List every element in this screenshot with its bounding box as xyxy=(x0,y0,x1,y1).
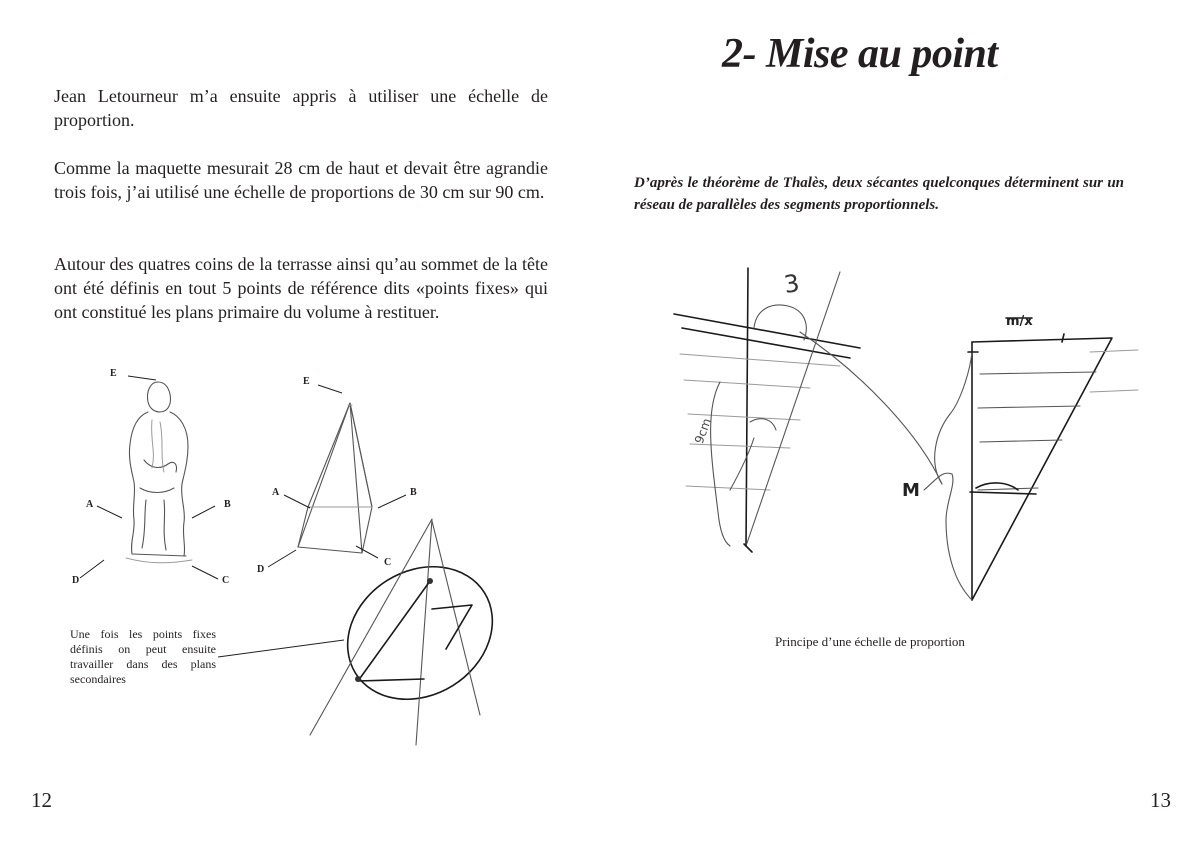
paragraph-fixed-points: Autour des quatres coins de la terrasse ainsi qu’au sommet de la tête ont été définis en tout 5 points de référence dits «points fixes» qui ont constitué les plans primaire du volume à restituer. xyxy=(54,254,548,322)
statue-label-a: A xyxy=(86,499,94,510)
pyramid-label-b: B xyxy=(410,487,417,498)
proportion-scale-sketch xyxy=(660,262,1140,622)
sketch-annotation-9cm: 9cm xyxy=(691,416,714,446)
statue-label-b: B xyxy=(224,499,231,510)
statue-label-e: E xyxy=(110,368,117,379)
page-title: 2- Mise au point xyxy=(722,31,998,77)
figure-caption-right: Principe d’une échelle de proportion xyxy=(775,634,965,649)
paragraph-scale: Comme la maquette mesurait 28 cm de haut et devait être agrandie trois fois, j’ai utilisé une échelle de proportions de 30 cm sur 90 cm. xyxy=(54,158,548,202)
figure-caption-left: Une fois les points fixes définis on peut ensuite travailler dans des plans secondaires xyxy=(70,627,216,686)
pyramid-label-a: A xyxy=(272,487,280,498)
sketch-annotation-ratio: m/x xyxy=(1006,314,1033,329)
pyramid-label-e: E xyxy=(303,376,310,387)
sketch-annotation-3: 3 xyxy=(782,269,802,299)
page-number-right: 13 xyxy=(1150,788,1171,812)
sketch-annotation-m: M xyxy=(902,480,920,501)
statue-label-d: D xyxy=(72,575,80,586)
statue-label-c: C xyxy=(222,575,230,586)
theorem-statement: D’après le théorème de Thalès, deux sécantes quelconques déterminent sur un réseau de parallèles des segments proportionnels. xyxy=(634,175,1124,213)
pyramid-label-d: D xyxy=(257,564,265,575)
page-number-left: 12 xyxy=(31,788,52,812)
paragraph-intro: Jean Letourneur m’a ensuite appris à utiliser une échelle de proportion. xyxy=(54,86,548,130)
pyramid-label-c: C xyxy=(384,557,392,568)
